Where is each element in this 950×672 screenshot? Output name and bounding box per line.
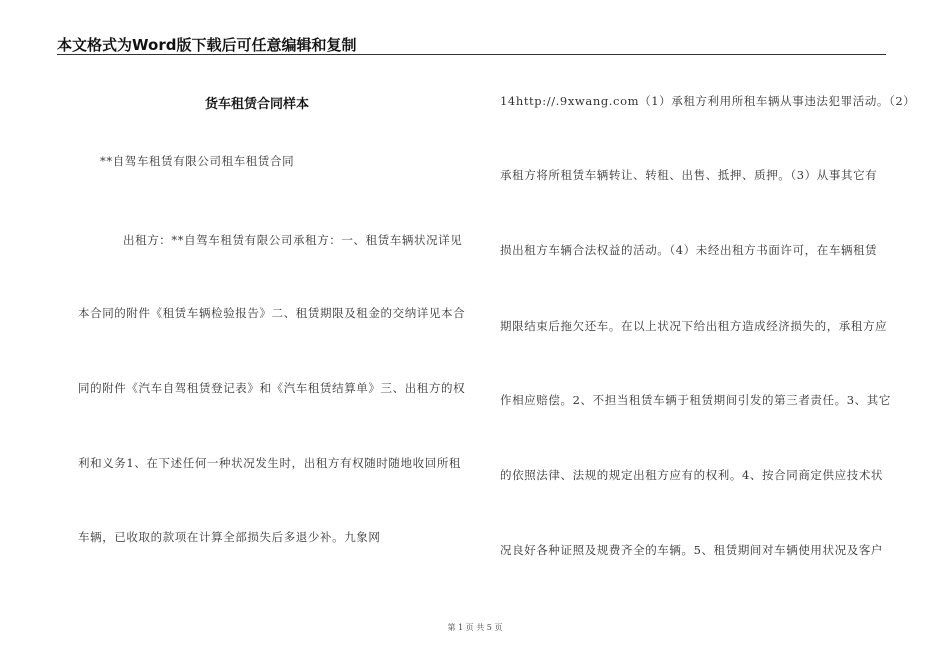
left-line-2: 出租方：**自驾车租赁有限公司承租方：一、租赁车辆状况详见 xyxy=(123,233,463,247)
left-line-3: 本合同的附件《租赁车辆检验报告》二、租赁期限及租金的交纳详见本合 xyxy=(78,306,466,320)
document-title: 货车租赁合同样本 xyxy=(205,97,310,112)
right-line-2: 承租方将所租赁车辆转让、转租、出售、抵押、质押。（3）从事其它有 xyxy=(500,168,878,182)
right-line-1: 14http://.9xwang.com（1）承租方利用所租车辆从事违法犯罪活动。（2） xyxy=(500,94,916,108)
banner-divider xyxy=(57,54,886,55)
right-line-4: 期限结束后拖欠还车。在以上状况下给出租方造成经济损失的，承租方应 xyxy=(500,319,888,333)
right-line-7: 况良好各种证照及规费齐全的车辆。5、租赁期间对车辆使用状况及客户 xyxy=(500,543,884,557)
right-line-6: 的依照法律、法规的规定出租方应有的权利。4、按合同商定供应技术状 xyxy=(500,468,884,482)
left-line-4: 同的附件《汽车自驾租赁登记表》和《汽车租赁结算单》三、出租方的权 xyxy=(78,381,466,395)
left-line-5: 利和义务1、在下述任何一种状况发生时，出租方有权随时随地收回所租 xyxy=(78,456,462,470)
page-number: 第 1 页 共 5 页 xyxy=(447,623,503,632)
right-line-3: 损出租方车辆合法权益的活动。（4）未经出租方书面许可，在车辆租赁 xyxy=(500,243,878,257)
banner-text: 本文格式为Word版下载后可任意编辑和复制 xyxy=(57,36,357,54)
right-line-5: 作相应赔偿。2、不担当租赁车辆于租赁期间引发的第三者责任。3、其它 xyxy=(500,393,891,407)
left-line-1: **自驾车租赁有限公司租车租赁合同 xyxy=(100,154,295,168)
left-line-6: 车辆，已收取的款项在计算全部损失后多退少补。九象网 xyxy=(78,530,381,544)
